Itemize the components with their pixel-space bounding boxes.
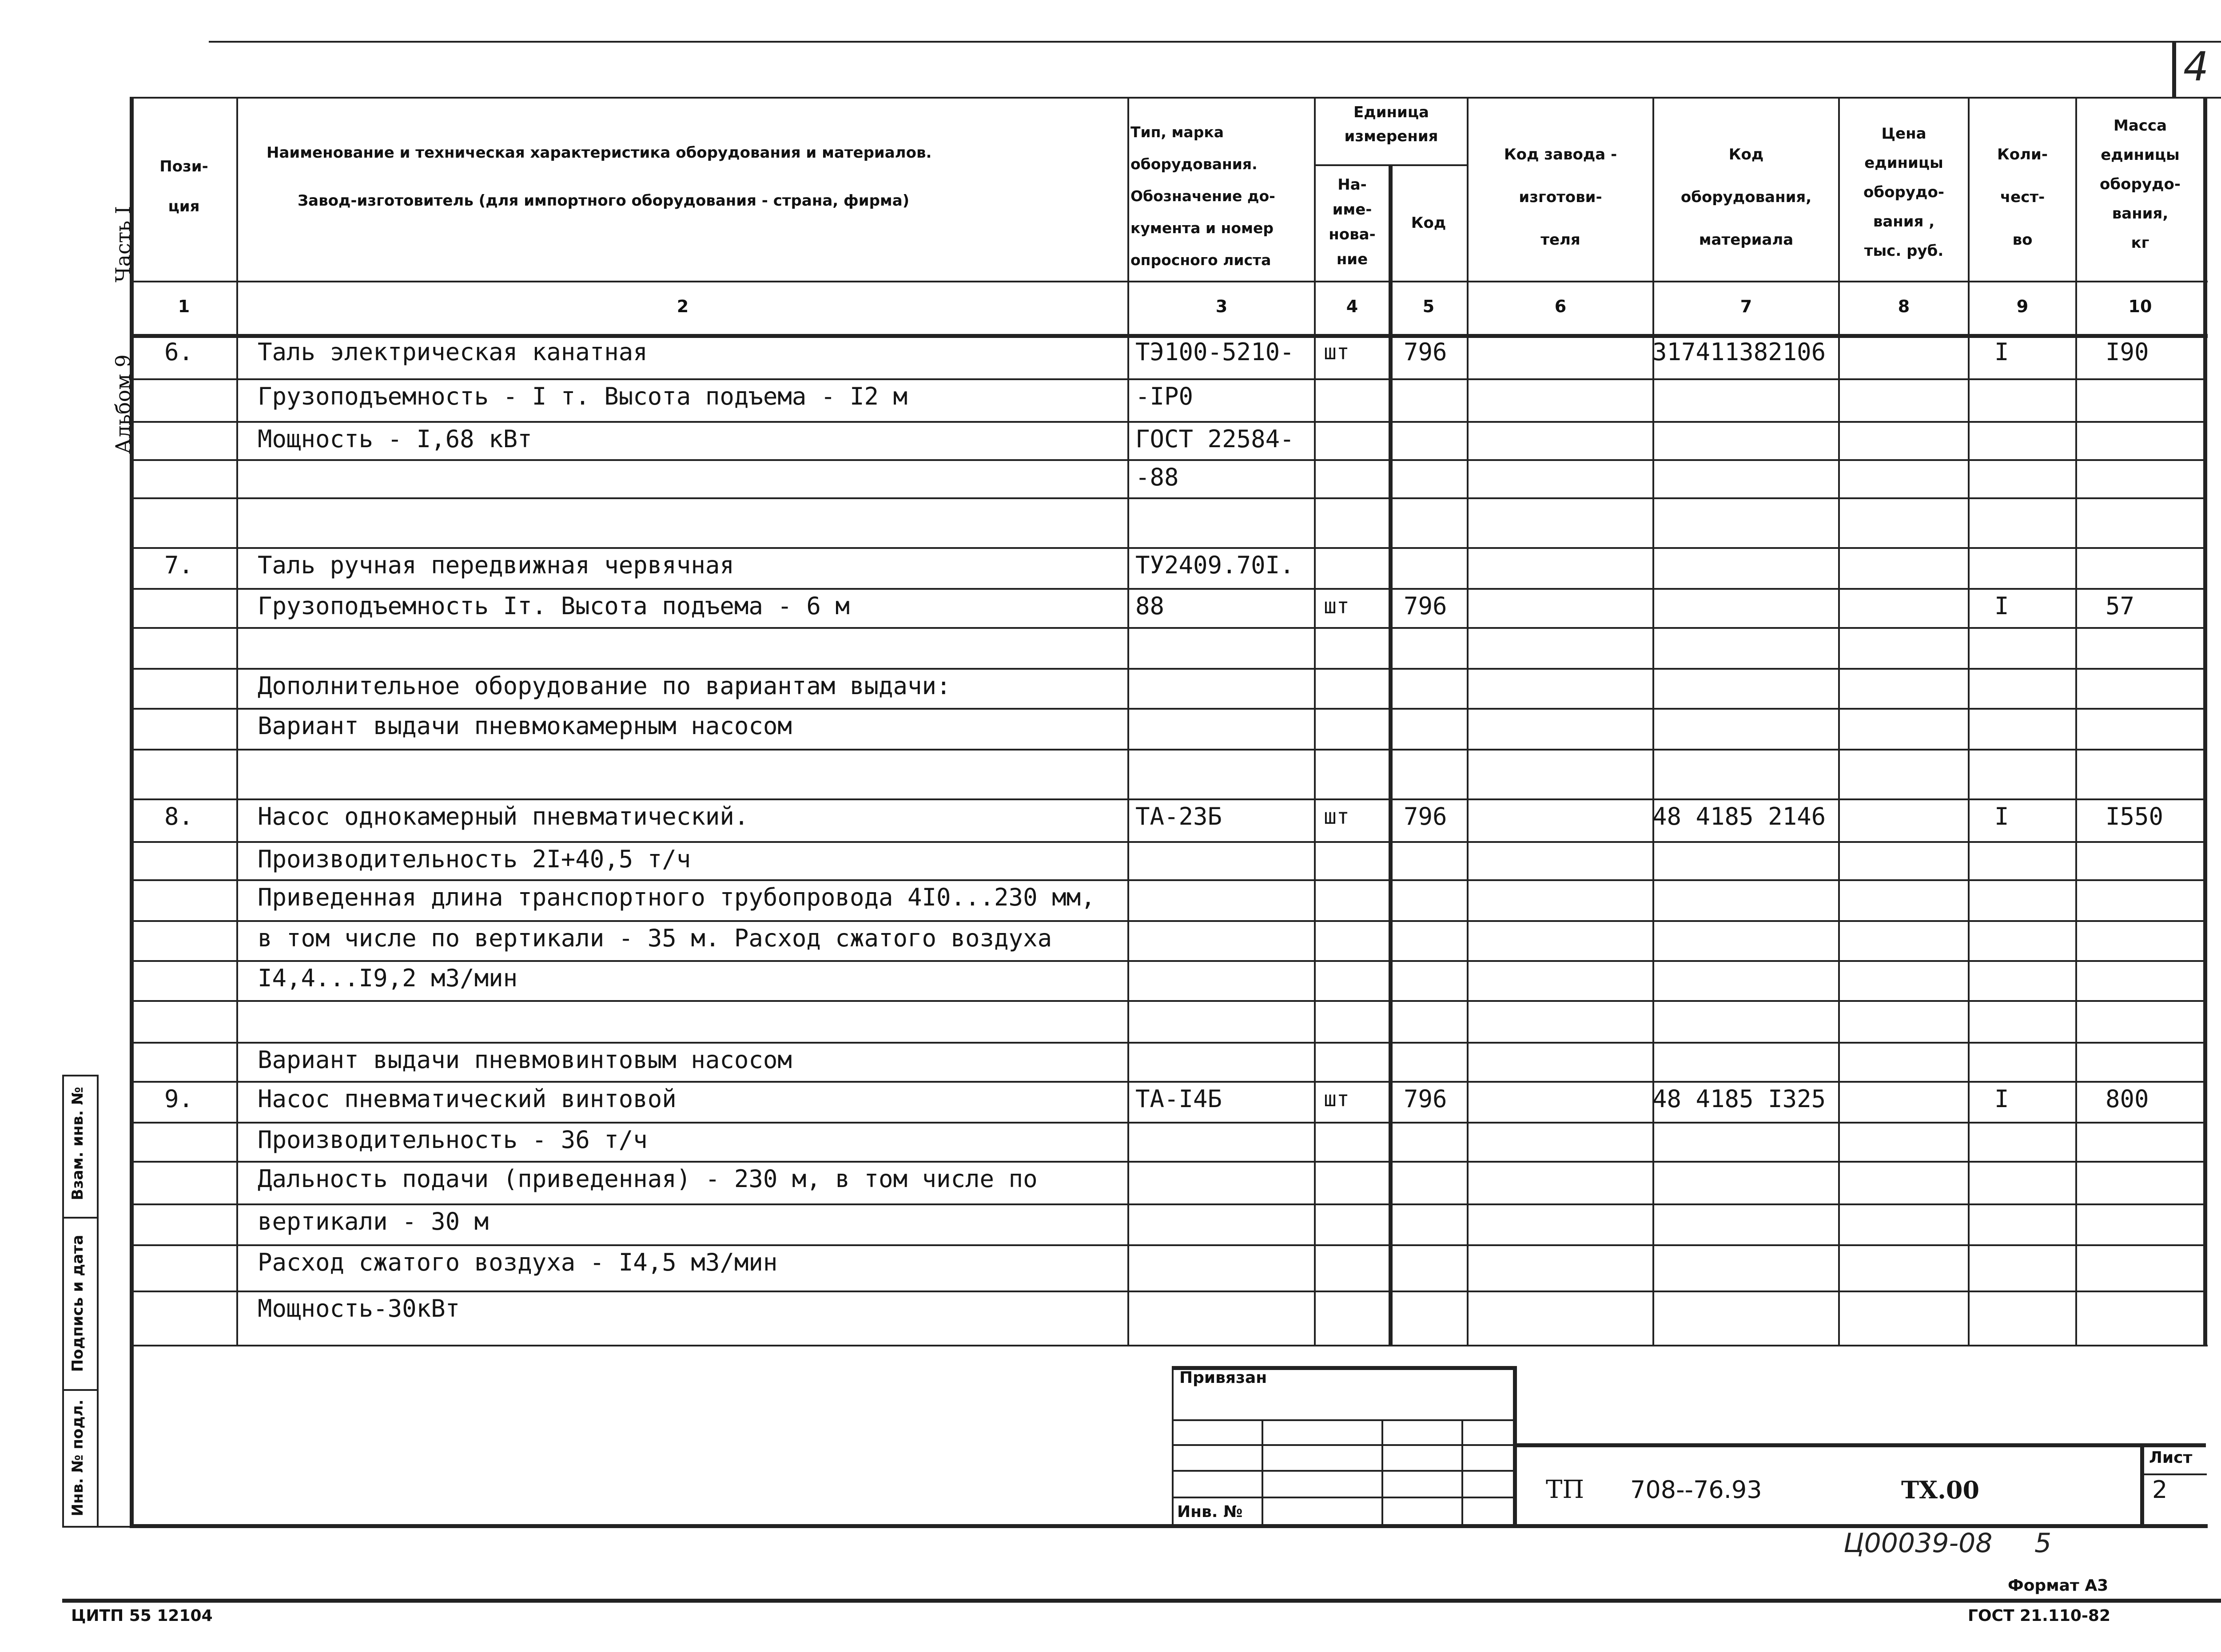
cell-type: -IP0 — [1135, 382, 1194, 410]
tb-main-top — [1513, 1443, 2206, 1447]
cell-qty: I — [1994, 1085, 2009, 1113]
frame-bottom-line — [62, 1599, 2221, 1603]
cell-code: 796 — [1404, 802, 1447, 830]
handwritten-number: 5 — [2034, 1528, 2052, 1559]
tb-tp: ТП — [1546, 1475, 1584, 1504]
header-col1: Пози- ция — [159, 158, 208, 215]
tb-sheet-label: Лист — [2149, 1449, 2193, 1467]
sheet-number-box-left — [2172, 41, 2176, 99]
row-separator — [131, 708, 2205, 710]
col-sep-9 — [2075, 97, 2077, 1346]
stamp-divider-1 — [62, 1217, 98, 1219]
tb-col-3 — [1461, 1419, 1463, 1526]
tb-doc-number: 708--76.93 — [1630, 1476, 1762, 1504]
cell-name: Насос однокамерный пневматический. — [258, 802, 749, 830]
row-separator — [131, 1081, 2205, 1083]
row-separator — [131, 421, 2205, 423]
tb-sheet-box-mid — [2140, 1473, 2207, 1475]
cell-name: Приведенная длина транспортного трубопровода 4I0...230 мм, — [258, 883, 1095, 911]
header-col5: Код — [1411, 214, 1446, 232]
cell-name: вертикали - 30 м — [258, 1207, 489, 1235]
cell-code: 796 — [1404, 1085, 1447, 1113]
cell-qty: I — [1994, 802, 2009, 830]
cell-mass: I550 — [2106, 802, 2164, 830]
header-col2-line2: Завод-изготовитель (для импортного оборудования - страна, фирма) — [298, 192, 910, 210]
tb-col-1 — [1262, 1419, 1263, 1526]
col-sep-5 — [1467, 97, 1469, 1346]
colnum-9: 9 — [2016, 297, 2029, 316]
cell-type: ТУ2409.70I. — [1135, 551, 1294, 579]
row-separator — [131, 960, 2205, 962]
cell-name: Вариант выдачи пневмокамерным насосом — [258, 712, 792, 740]
colnum-8: 8 — [1898, 297, 1910, 316]
colnum-1: 1 — [178, 297, 190, 316]
header-col7: Код оборудования, материала — [1680, 146, 1812, 249]
gost-footer: ГОСТ 21.110-82 — [1968, 1607, 2111, 1625]
colnum-7: 7 — [1740, 297, 1752, 316]
sheet-number: 4 — [2183, 44, 2209, 90]
stamp-vzam-inv: Взам. инв. № — [69, 1087, 87, 1200]
row-separator — [131, 879, 2205, 881]
cell-pos: 9. — [164, 1085, 194, 1113]
cell-unit: шт — [1324, 594, 1349, 619]
cell-name: Производительность - 36 т/ч — [258, 1126, 648, 1154]
cell-name: I4,4...I9,2 м3/мин — [258, 964, 518, 992]
row-separator — [131, 547, 2205, 549]
cell-name: Таль ручная передвижная червячная — [258, 551, 734, 579]
row-separator — [131, 1161, 2205, 1163]
cell-pos: 7. — [164, 551, 194, 579]
header-col3: Тип, марка оборудования. Обозначение до- кумента и номер опросного листа — [1130, 123, 1275, 269]
cell-type: ТА-I4Б — [1135, 1085, 1222, 1113]
part-label: Часть I — [111, 206, 135, 283]
row-separator — [131, 668, 2205, 670]
header-col8: Цена единицы оборудо- вания , тыс. руб. — [1863, 125, 1944, 260]
cell-unit: шт — [1324, 1087, 1349, 1112]
cell-name: Производительность 2I+40,5 т/ч — [258, 845, 691, 873]
cell-name: Таль электрическая канатная — [258, 338, 648, 366]
row-separator — [131, 378, 2205, 380]
tb-mark: ТХ.00 — [1901, 1476, 1980, 1504]
cell-qty: I — [1994, 338, 2009, 366]
col-sep-3 — [1314, 97, 1316, 1346]
row-separator — [131, 1000, 2205, 1002]
cell-eq-code: 48 4185 2146 — [1652, 802, 1826, 830]
colnum-5: 5 — [1422, 297, 1435, 316]
header-col6: Код завода - изготови- теля — [1504, 146, 1617, 249]
cell-name: Дальность подачи (приведенная) - 230 м, в том числе по — [258, 1165, 1038, 1193]
row-separator — [131, 1244, 2205, 1246]
cell-type: ГОСТ 22584- — [1135, 425, 1294, 453]
tb-sheet-box-left — [2140, 1443, 2144, 1526]
cell-mass: 57 — [2106, 592, 2135, 620]
handwritten-code: Ц00039-08 — [1843, 1528, 1993, 1559]
row-separator — [131, 627, 2205, 629]
cell-name: в том числе по вертикали - 35 м. Расход сжатого воздуха — [258, 924, 1052, 952]
cell-name: Мощность - I,68 кВт — [258, 425, 532, 453]
cell-name: Мощность-30кВт — [258, 1295, 460, 1322]
cell-type: ТЭ100-5210- — [1135, 338, 1294, 366]
cell-mass: 800 — [2106, 1085, 2149, 1113]
cell-eq-code: 48 4185 I325 — [1652, 1085, 1826, 1113]
stamp-podpis-data: Подпись и дата — [69, 1235, 87, 1372]
colnum-6: 6 — [1554, 297, 1567, 316]
row-separator — [131, 588, 2205, 590]
tb-sheet-value: 2 — [2152, 1476, 2168, 1504]
colnum-2: 2 — [677, 297, 689, 316]
tb-col-2 — [1381, 1419, 1383, 1526]
cell-code: 796 — [1404, 338, 1447, 366]
cell-name: Насос пневматический винтовой — [258, 1085, 677, 1113]
col-sep-6 — [1652, 97, 1654, 1346]
stamp-mid-line — [97, 1075, 99, 1528]
row-separator — [131, 1291, 2205, 1292]
frame-top-line — [209, 41, 2221, 43]
row-separator — [131, 1122, 2205, 1124]
cell-mass: I90 — [2106, 338, 2149, 366]
cell-unit: шт — [1324, 804, 1349, 829]
album-label: Альбом 9 — [111, 354, 135, 454]
cell-name: Грузоподъемность Iт. Высота подъема - 6 м — [258, 592, 850, 620]
stamp-left-line — [62, 1075, 64, 1528]
col-sep-8 — [1968, 97, 1970, 1346]
table-top-line — [131, 97, 2208, 99]
row-separator — [131, 749, 2205, 751]
row-separator — [131, 841, 2205, 843]
cell-eq-code: 317411382106 — [1652, 338, 1826, 366]
row-separator — [131, 459, 2205, 461]
header-col45-group: Единица измерения — [1344, 103, 1438, 145]
stamp-inv-podl: Инв. № подл. — [69, 1399, 87, 1517]
cell-type: 88 — [1135, 592, 1165, 620]
col-sep-10 — [2203, 97, 2207, 1346]
header-col10: Масса единицы оборудо- вания, кг — [2100, 117, 2181, 252]
row-separator — [131, 798, 2205, 800]
row-separator — [131, 920, 2205, 922]
header-col2-line1: Наименование и техническая характеристика оборудования и материалов. — [267, 144, 932, 162]
colnum-10: 10 — [2128, 297, 2152, 316]
cell-unit: шт — [1324, 340, 1349, 365]
header-col9: Коли- чест- во — [1997, 146, 2048, 249]
format-label: Формат А3 — [2008, 1577, 2109, 1595]
cell-name: Грузоподъемность - I т. Высота подъема - I2 м — [258, 382, 908, 410]
cell-code: 796 — [1404, 592, 1447, 620]
cell-name: Дополнительное оборудование по вариантам выдачи: — [258, 672, 951, 700]
cell-name: Вариант выдачи пневмовинтовым насосом — [258, 1046, 792, 1074]
cell-qty: I — [1994, 592, 2009, 620]
row-separator — [131, 497, 2205, 499]
header-col4: На- име- нова- ние — [1329, 176, 1376, 268]
colnum-3: 3 — [1215, 297, 1228, 316]
row-separator — [131, 1042, 2205, 1044]
cell-pos: 6. — [164, 338, 194, 366]
unit-group-divider — [1314, 164, 1467, 166]
col-sep-7 — [1838, 97, 1840, 1346]
table-bottom-line — [131, 1345, 2208, 1346]
cell-type: ТА-23Б — [1135, 802, 1222, 830]
row-separator — [131, 1203, 2205, 1205]
cell-name: Расход сжатого воздуха - I4,5 м3/мин — [258, 1248, 778, 1276]
cell-pos: 8. — [164, 802, 194, 830]
tb-privyazan: Привязан — [1179, 1369, 1267, 1387]
cell-type: -88 — [1135, 463, 1179, 491]
col-sep-1 — [236, 97, 238, 1346]
colnum-4: 4 — [1346, 297, 1358, 316]
printer-mark: ЦИТП 55 12104 — [71, 1607, 213, 1625]
col-sep-4 — [1389, 164, 1393, 1346]
tb-inv-no: Инв. № — [1177, 1503, 1243, 1521]
tb-box-left — [1172, 1366, 1174, 1526]
header-bottom-line — [131, 281, 2208, 282]
col-sep-2 — [1127, 97, 1129, 1346]
